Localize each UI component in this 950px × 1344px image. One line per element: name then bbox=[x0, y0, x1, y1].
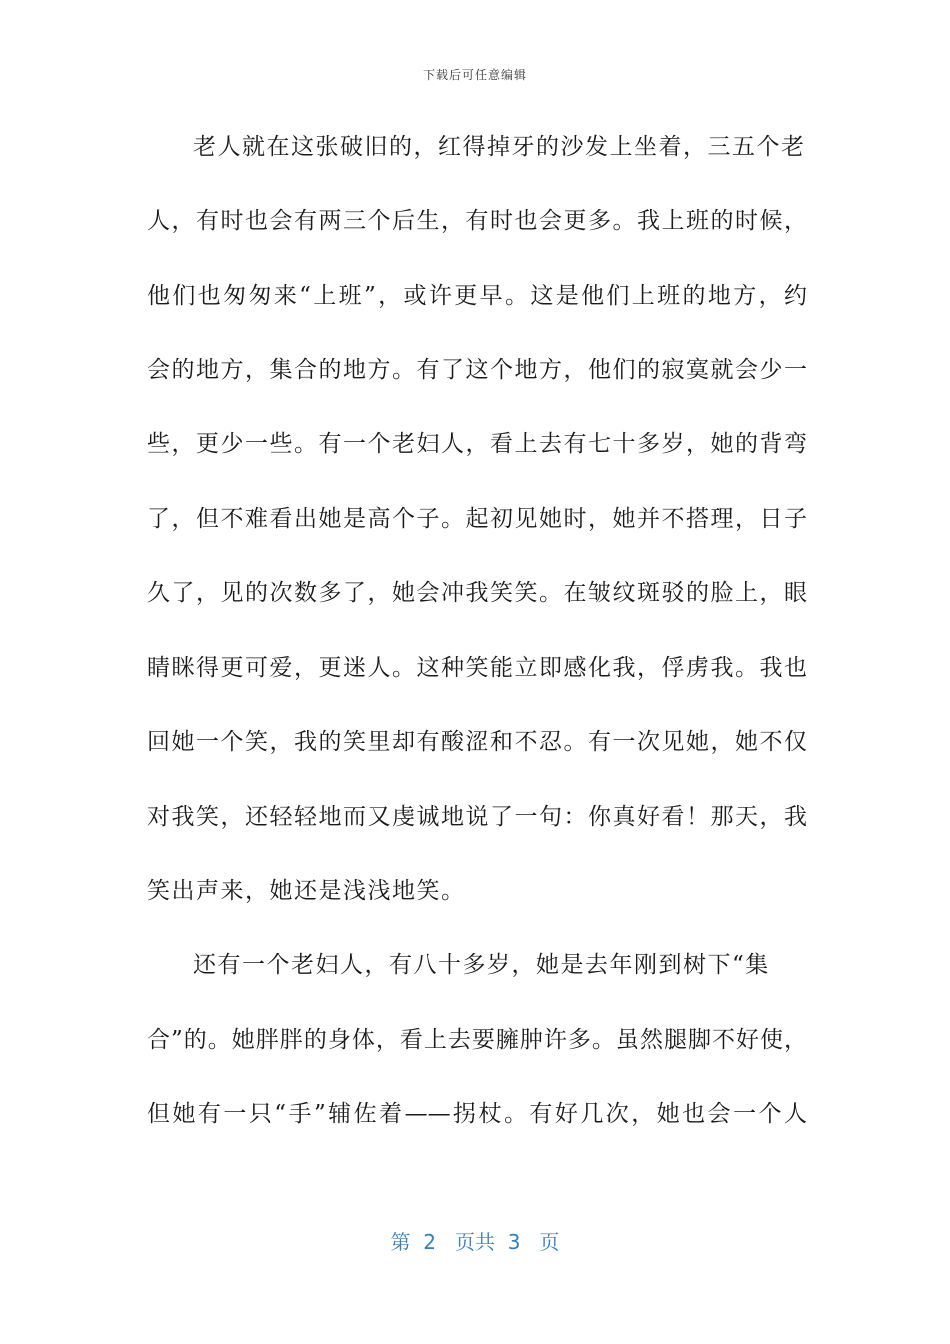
paragraph-line: 久了，见的次数多了，她会冲我笑笑。在皱纹斑驳的脸上，眼 bbox=[147, 580, 807, 606]
paragraph-line: 还有一个老妇人，有八十多岁，她是去年刚到树下“集 bbox=[193, 952, 770, 978]
paragraph-line: 了，但不难看出她是高个子。起初见她时，她并不搭理，日子 bbox=[147, 506, 807, 532]
paragraph-line: 笑出声来，她还是浅浅地笑。 bbox=[147, 878, 466, 904]
paragraph-line: 他们也匆匆来“上班”，或许更早。这是他们上班的地方，约 bbox=[147, 283, 807, 309]
paragraph-line: 老人就在这张破旧的，红得掉牙的沙发上坐着，三五个老 bbox=[193, 134, 806, 160]
page-header: 下载后可任意编辑 bbox=[422, 68, 527, 82]
paragraph-line: 回她一个笑，我的笑里却有酸涩和不忍。有一次见她，她不仅 bbox=[147, 729, 807, 755]
paragraph-line: 合”的。她胖胖的身体，看上去要臃肿许多。虽然腿脚不好使， bbox=[147, 1027, 807, 1053]
paragraph-line: 但她有一只“手”辅佐着——拐杖。有好几次，她也会一个人 bbox=[147, 1101, 807, 1127]
paragraph-line: 对我笑，还轻轻地而又虔诚地说了一句：你真好看！那天，我 bbox=[147, 804, 807, 830]
paragraph-line: 睛眯得更可爱，更迷人。这种笑能立即感化我，俘虏我。我也 bbox=[147, 655, 807, 681]
paragraph-line: 人，有时也会有两三个后生，有时也会更多。我上班的时候， bbox=[147, 208, 807, 234]
paragraph-line: 会的地方，集合的地方。有了这个地方，他们的寂寞就会少一 bbox=[147, 357, 807, 383]
paragraph-line: 些，更少一些。有一个老妇人，看上去有七十多岁，她的背弯 bbox=[147, 431, 807, 457]
page-number-footer: 第 2 页共 3 页 bbox=[390, 1230, 560, 1254]
